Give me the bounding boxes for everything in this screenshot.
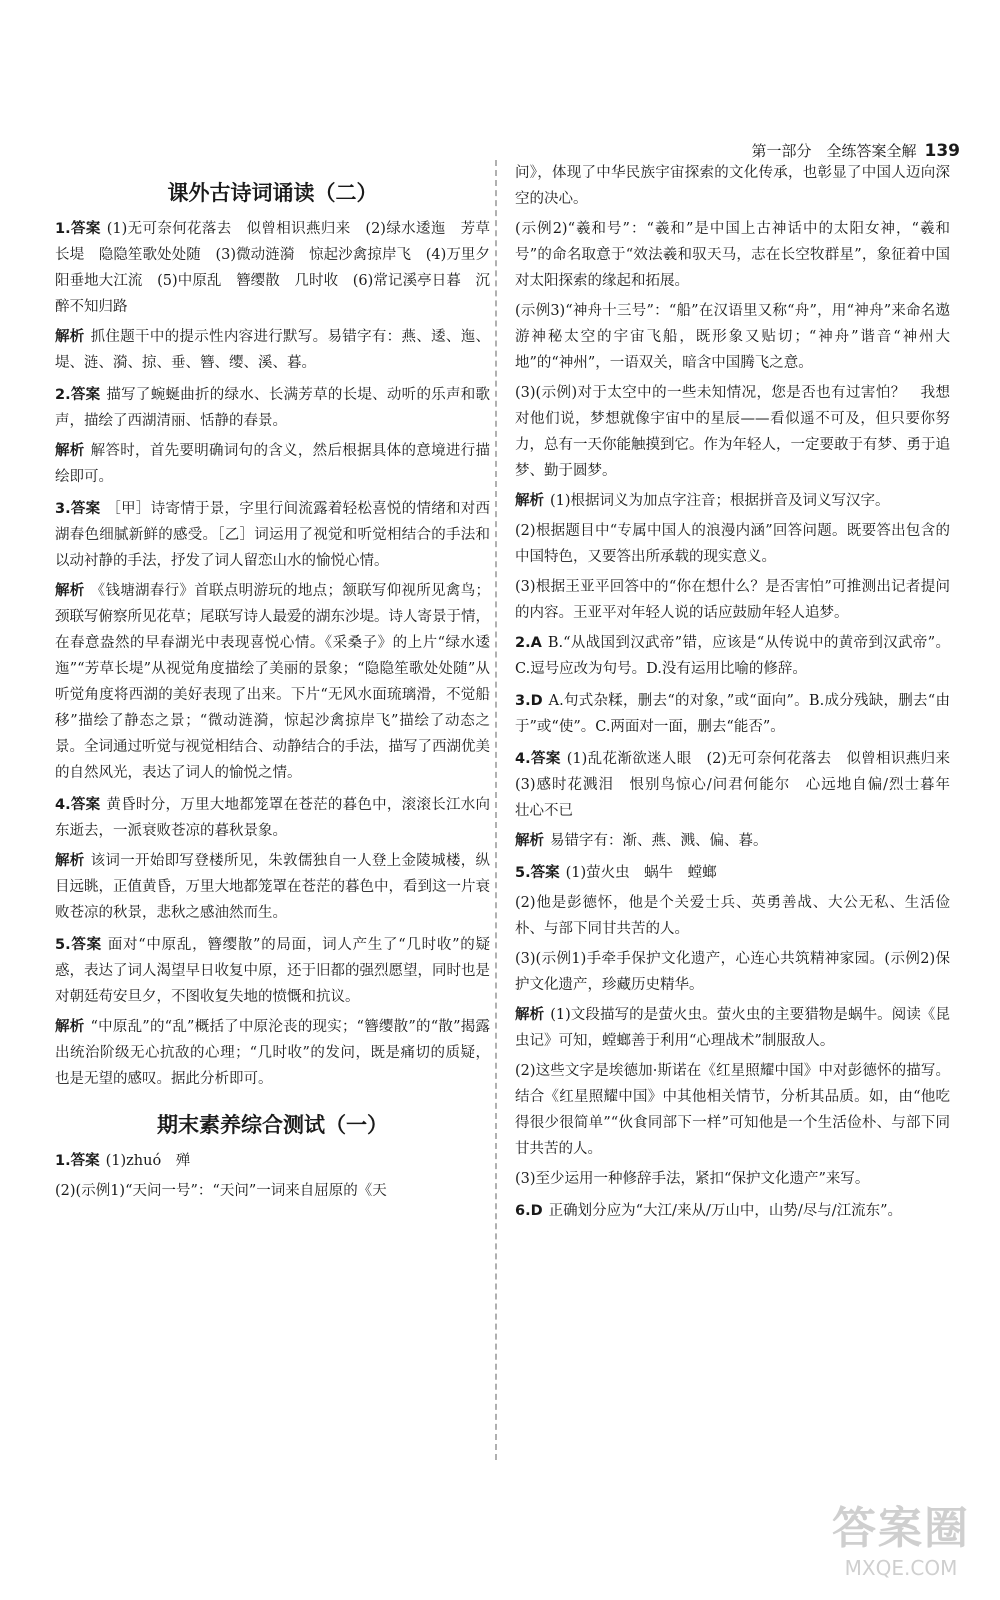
answer-tag: 答案 [70, 1153, 100, 1169]
analysis-tag: 解析 [515, 833, 544, 849]
analysis-tag: 解析 [55, 329, 85, 345]
right-column [515, 160, 965, 1230]
analysis-text: 易错字有：渐、燕、溅、偏、暮。 [550, 833, 768, 849]
answer-text: (1)zhuó 殚 [105, 1153, 191, 1169]
analysis-tag: 解析 [515, 1007, 545, 1023]
item-number: 1. [55, 1153, 71, 1169]
answer-text: B.“从战国到汉武帝”错，应该是“从传说中的黄帝到汉武帝”。C.逗号应改为句号。D.没有运用比喻的修辞。 [515, 635, 950, 677]
analysis-text: (2)根据题目中“专属中国人的浪漫内涵”回答问题。既要答出包含的中国特色，又要答出所承载的现实意义。 [515, 523, 950, 565]
answer-item [515, 1198, 950, 1224]
item-number: 3.D [515, 693, 543, 709]
analysis-tag: 解析 [55, 853, 85, 869]
answer-text: (1)乱花渐欲迷人眼 (2)无可奈何花落去 似曾相识燕归来 (3)感时花溅泪 恨别鸟惊心/问君何能尔 心远地自偏/烈士暮年 壮心不已 [515, 751, 965, 819]
analysis-text: (1)根据词义为加点字注音；根据拼音及词义写汉字。 [550, 493, 890, 509]
column-divider [495, 160, 497, 1460]
answer-text: (示例2)“羲和号”：“羲和”是中国上古神话中的太阳女神，“羲和号”的命名取意于“效法羲和驭天马，志在长空牧群星”，象征着中国对太阳探索的缘起和拓展。 [515, 221, 950, 289]
analysis-tag: 解析 [55, 583, 85, 599]
answer-item [55, 792, 490, 926]
page-header [751, 140, 960, 161]
answer-item [55, 932, 490, 1092]
item-number: 6.D [515, 1203, 543, 1219]
answer-text: A.句式杂糅，删去“的对象，”或“面向”。B.成分残缺，删去“由于”或“使”。C.两面对一面，删去“能否”。 [515, 693, 950, 735]
answer-tag: 答案 [530, 865, 560, 881]
analysis-text: (1)文段描写的是萤火虫。萤火虫的主要猎物是蜗牛。阅读《昆虫记》可知，螳螂善于利用“心理战术”制服敌人。 [515, 1007, 951, 1049]
answer-text: 描写了蜿蜒曲折的绿水、长满芳草的长堤、动听的乐声和歌声，描绘了西湖清丽、恬静的春景。 [55, 387, 491, 429]
answer-text: (3)(示例)对于太空中的一些未知情况，您是否也有过害怕？ 我想对他们说，梦想就像宇宙中的星辰——看似遥不可及，但只要你努力，总有一天你能触摸到它。作为年轻人，一定要敢于有梦、勇于追梦、勤于圆梦。 [515, 385, 950, 479]
analysis-text: (2)这些文字是埃德加·斯诺在《红星照耀中国》中对彭德怀的描写。结合《红星照耀中国》中其他相关情节，分析其品质。如，由“他吃得很少很简单”“伙食同部下一样”可知他是一个生活俭朴、与部下同甘共苦的人。 [515, 1063, 950, 1157]
answer-item [55, 382, 490, 490]
answer-item [55, 216, 490, 376]
item-number: 4. [515, 751, 531, 767]
analysis-text: “中原乱”的“乱”概括了中原沦丧的现实；“簪缨散”的“散”揭露出统治阶级无心抗敌的心理；“几时收”的发问，既是痛切的质疑，也是无望的感叹。据此分析即可。 [55, 1019, 490, 1087]
item-number: 5. [515, 865, 531, 881]
answer-text: (2)(示例1)“天问一号”：“天问”一词来自屈原的《天 [55, 1183, 387, 1199]
answer-item [515, 630, 950, 682]
analysis-text: (3)根据王亚平回答中的“你在想什么？是否害怕”可推测出记者提问的内容。王亚平对年轻人说的话应鼓励年轻人追梦。 [515, 579, 950, 621]
item-number: 2. [55, 387, 71, 403]
answer-item [515, 688, 950, 740]
analysis-tag: 解析 [515, 493, 544, 509]
analysis-text: 《钱塘湖春行》首联点明游玩的地点；颔联写仰视所见禽鸟；颈联写俯察所见花草；尾联写诗人最爱的湖东沙堤。诗人寄景于情，在春意盎然的早春湖光中表现喜悦心情。《采桑子》的上片“绿水逶迤”“芳草长堤”从视觉角度描绘了美丽的景象；“隐隐笙歌处处随”从听觉角度将西湖的美好表现了出来。下片“无风水面琉璃滑，不觉船移”描绘了静态之景；“微动涟漪，惊起沙禽掠岸飞”描绘了动态之景。全词通过听觉与视觉相结合、动静结合的手法，描写了西湖优美的自然风光，表达了词人的愉悦之情。 [55, 583, 490, 781]
answer-tag: 答案 [70, 221, 101, 237]
analysis-tag: 解析 [55, 1019, 85, 1035]
item-number: 1. [55, 221, 71, 237]
answer-text: (1)无可奈何花落去 似曾相识燕归来 (2)绿水逶迤 芳草长堤 隐隐笙歌处处随 (3)微动涟漪 惊起沙禽掠岸飞 (4)万里夕阳垂地大江流 (5)中原乱 簪缨散 几时收 (6)常记溪亭日暮 沉醉不知归路 [55, 221, 491, 315]
analysis-text: 抓住题干中的提示性内容进行默写。易错字有：燕、逶、迤、堤、涟、漪、掠、垂、簪、缨、溪、暮。 [55, 329, 490, 371]
answer-text: 正确划分应为“大江/来从/万山中，山势/尽与/江流东”。 [548, 1203, 903, 1219]
item-number: 5. [55, 937, 71, 953]
left-column [55, 160, 490, 1210]
answer-text: (2)他是彭德怀，他是个关爱士兵、英勇善战、大公无私、生活俭朴、与部下同甘共苦的人。 [515, 895, 950, 937]
answer-text: ［甲］诗寄情于景，字里行间流露着轻松喜悦的情绪和对西湖春色细腻新鲜的感受。［乙］词运用了视觉和听觉相结合的手法和以动衬静的手法，抒发了词人留恋山水的愉悦心情。 [55, 501, 491, 569]
analysis-tag: 解析 [55, 443, 85, 459]
analysis-text: 该词一开始即写登楼所见，朱敦儒独自一人登上金陵城楼，纵目远眺，正值黄昏，万里大地都笼罩在苍茫的暮色中，看到这一片衰败苍凉的秋景，悲秋之感油然而生。 [55, 853, 490, 921]
answer-text: 面对“中原乱，簪缨散”的局面，词人产生了“几时收”的疑惑，表达了词人渴望早日收复中原，还于旧都的强烈愿望，同时也是对朝廷苟安旦夕，不图收复失地的愤慨和抗议。 [55, 937, 490, 1005]
watermark-url: MXQE.COM [844, 1556, 958, 1580]
answer-text: (示例3)“神舟十三号”：“船”在汉语里又称“舟”，用“神舟”来命名遨游神秘太空的宇宙飞船，既形象又贴切；“神舟”谐音“神州大地”的“神州”，一语双关，暗含中国腾飞之意。 [515, 303, 950, 371]
answer-tag: 答案 [70, 937, 102, 953]
analysis-text: 解答时，首先要明确词句的含义，然后根据具体的意境进行描绘即可。 [55, 443, 490, 485]
answer-text: 黄昏时分，万里大地都笼罩在苍茫的暮色中，滚滚长江水向东逝去，一派衰败苍凉的暮秋景象。 [55, 797, 491, 839]
watermark-logo [832, 1492, 970, 1580]
answer-tag: 答案 [70, 387, 101, 403]
answer-item [55, 1148, 490, 1204]
answer-text: 问》，体现了中华民族宇宙探索的文化传承，也彰显了中国人迈向深空的决心。 [515, 165, 950, 207]
answer-text: (1)萤火虫 蜗牛 螳螂 [565, 865, 717, 881]
section-title: 期末素养综合测试（一） [157, 1113, 388, 1137]
answer-item [55, 496, 490, 786]
section-title: 课外古诗词诵读（二） [167, 181, 378, 205]
answer-text: (3)(示例1)手牵手保护文化遗产，心连心共筑精神家园。(示例2)保护文化遗产，珍藏历史精华。 [515, 951, 950, 993]
answer-tag: 答案 [530, 751, 561, 767]
item-number: 4. [55, 797, 71, 813]
page-number: 139 [924, 141, 960, 161]
answer-item [515, 746, 965, 854]
item-number: 2.A [515, 635, 542, 651]
answer-item [515, 860, 950, 1192]
header-text: 第一部分 全练答案全解 [751, 142, 917, 160]
watermark-title: 答案圈 [832, 1503, 970, 1554]
answer-tag: 答案 [70, 797, 101, 813]
analysis-text: (3)至少运用一种修辞手法，紧扣“保护文化遗产”来写。 [515, 1171, 870, 1187]
answer-tag: 答案 [70, 501, 101, 517]
item-number: 3. [55, 501, 71, 517]
